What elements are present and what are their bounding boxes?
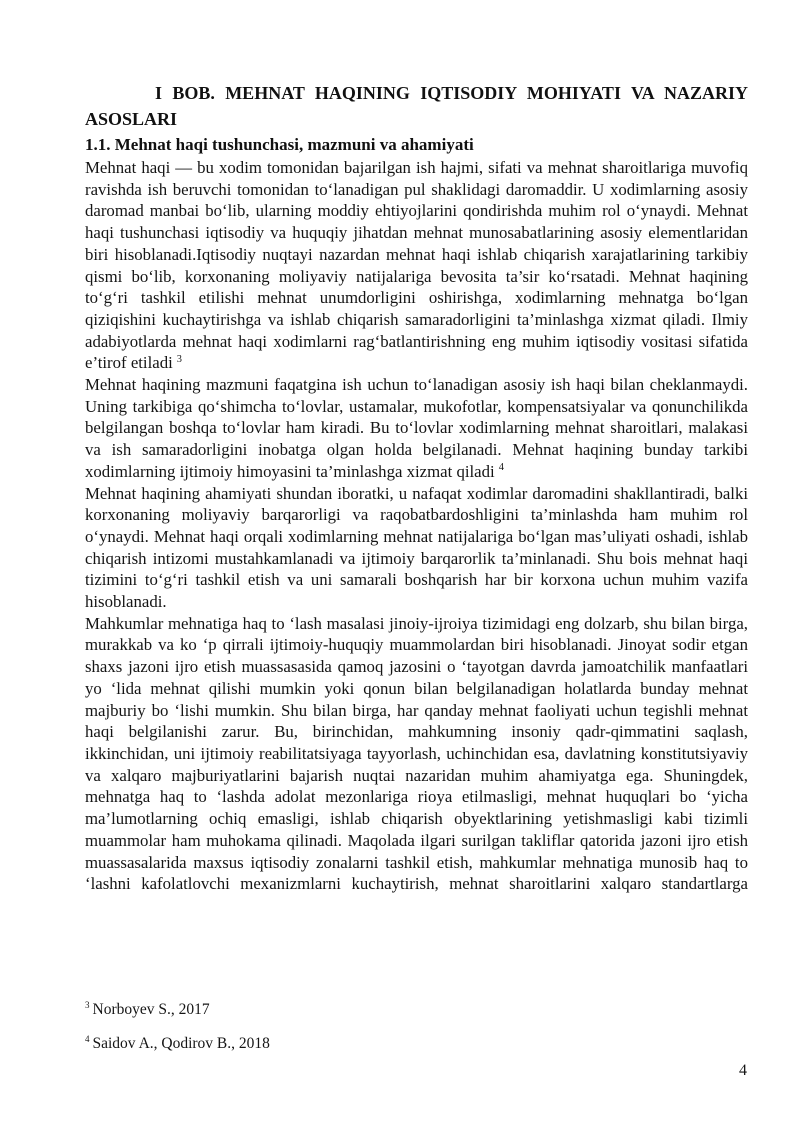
text-column	[85, 80, 748, 895]
footnote-marker: 4	[85, 1033, 90, 1044]
paragraph: Mehnat haqining mazmuni faqatgina ish uchun to‘lanadigan asosiy ish haqi bilan cheklanmaydi. Uning tarkibiga qo‘shimcha to‘lovlar, ustamalar, mukofotlar, kompensatsiyalar va qonunchilikda belgilangan boshqa to‘lovlar ham kiradi. Bu to‘lovlar xodimlarning mehnat sharoitlari, malakasi va ish samaradorligini inobatga olgan holda belgilanadi. Mehnat haqining bunday tarkibi xodimlarning ijtimoiy himoyasini ta’minlashga xizmat qiladi $^4$	[85, 375, 748, 481]
page-number: 4	[739, 1062, 747, 1079]
footnote: $^3$ Norboyev S., 2017	[85, 999, 210, 1018]
footnotes	[85, 1000, 748, 1068]
footnote-marker: 3	[85, 999, 90, 1010]
paragraph: Mehnat haqining ahamiyati shundan iboratki, u nafaqat xodimlar daromadini shakllantiradi, balki korxonaning moliyaviy barqarorligi va raqobatbardoshligini ta’minlashda ham muhim rol o‘ynaydi. Mehnat haqi orqali xodimlarning mehnat natijalariga bo‘lgan mas’uliyati oshadi, ishlab chiqarish intizomi mustahkamlanadi va ijtimoiy barqarorlik ta’minlanadi. Shu bois mehnat haqi tizimini to‘g‘ri tashkil etish va uni samarali boshqarish har bir korxona uchun muhim vazifa hisoblanadi.	[85, 483, 748, 612]
paragraph: Mehnat haqi — bu xodim tomonidan bajarilgan ish hajmi, sifati va mehnat sharoitlariga muvofiq ravishda ish beruvchi tomonidan to‘lanadigan pul shaklidagi daromaddir. U xodimlarning asosiy daromad manbai bo‘lib, ularning moddiy ehtiyojlarini qondirishda muhim rol o‘ynaydi. Mehnat haqi tushunchasi iqtisodiy va huquqiy jihatdan mehnat munosabatlarining asosiy elementlaridan biri hisoblanadi.Iqtisodiy nuqtayi nazardan mehnat haqi ishlab chiqarish xarajatlarining tarkibiy qismi bo‘lib, korxonaning moliyaviy natijalariga bevosita ta’sir ko‘rsatadi. Mehnat haqining to‘g‘ri tashkil etilishi mehnat unumdorligini oshirishga, xodimlarning mehnatga bo‘lgan qiziqishini kuchaytirishga va ishlab chiqarish samaradorligini ta’minlashga xizmat qiladi. Ilmiy adabiyotlarda mehnat haqi xodimlarni rag‘batlantirishning eng muhim iqtisodiy vositasi sifatida e’tirof etiladi $^3$	[85, 158, 748, 373]
paragraph: Mahkumlar mehnatiga haq to ‘lash masalasi jinoiy-ijroiya tizimidagi eng dolzarb, shu bilan birga, murakkab va ko ‘p qirrali ijtimoiy-huquqiy muammolardan biri hisoblanadi. Jinoyat sodir etgan shaxs jazoni ijro etish muassasasida qamoq jazosini o ‘tayotgan davrda jamoatchilik manfaatlari yo ‘lida mehnat qilishi mumkin yoki qonun bilan belgilanadigan holatlarda bunday mehnat majburiy bo ‘lishi mumkin. Shu bilan birga, har qanday mehnat faoliyati uchun tegishli mehnat haqi belgilanishi zarur. Bu, birinchidan, mahkumning insoniy qadr-qimmatini saqlash, ikkinchidan, uni ijtimoiy reabilitatsiyaga tayyorlash, uchinchidan esa, davlatning konstitutsiyaviy va xalqaro majburiyatlarini bajarish nuqtai nazaridan muhim ahamiyatga ega. Shuningdek, mehnatga haq to ‘lashda adolat mezonlariga rioya etilmasligi, mehnat huquqlari bo ‘yicha ma’lumotlarning ochiq emasligi, ishlab chiqarish obyektlarining yetishmasligi kabi tizimli muammolar ham muhokama qilinadi. Maqolada ilgari surilgan takliflar qatorida jazoni ijro etish muassasalarida maxsus iqtisodiy zonalarni tashkil etish, mahkumlar mehnatiga munosib haq to ‘lashni kafolatlovchi mexanizmlarni kuchaytirish, mehnat sharoitlarini xalqaro standartlarga	[85, 613, 748, 894]
section-heading: 1.1. Mehnat haqi tushunchasi, mazmuni va ahamiyati	[85, 135, 474, 154]
footnote: $^4$ Saidov A., Qodirov B., 2018	[85, 1033, 270, 1052]
footnote-ref: 4	[498, 462, 504, 474]
body-text	[85, 157, 748, 895]
chapter-title: I BOB. MEHNAT HAQINING IQTISODIY MOHIYATI VA NAZARIY ASOSLARI	[85, 83, 748, 129]
footnote-ref: 3	[176, 353, 182, 365]
